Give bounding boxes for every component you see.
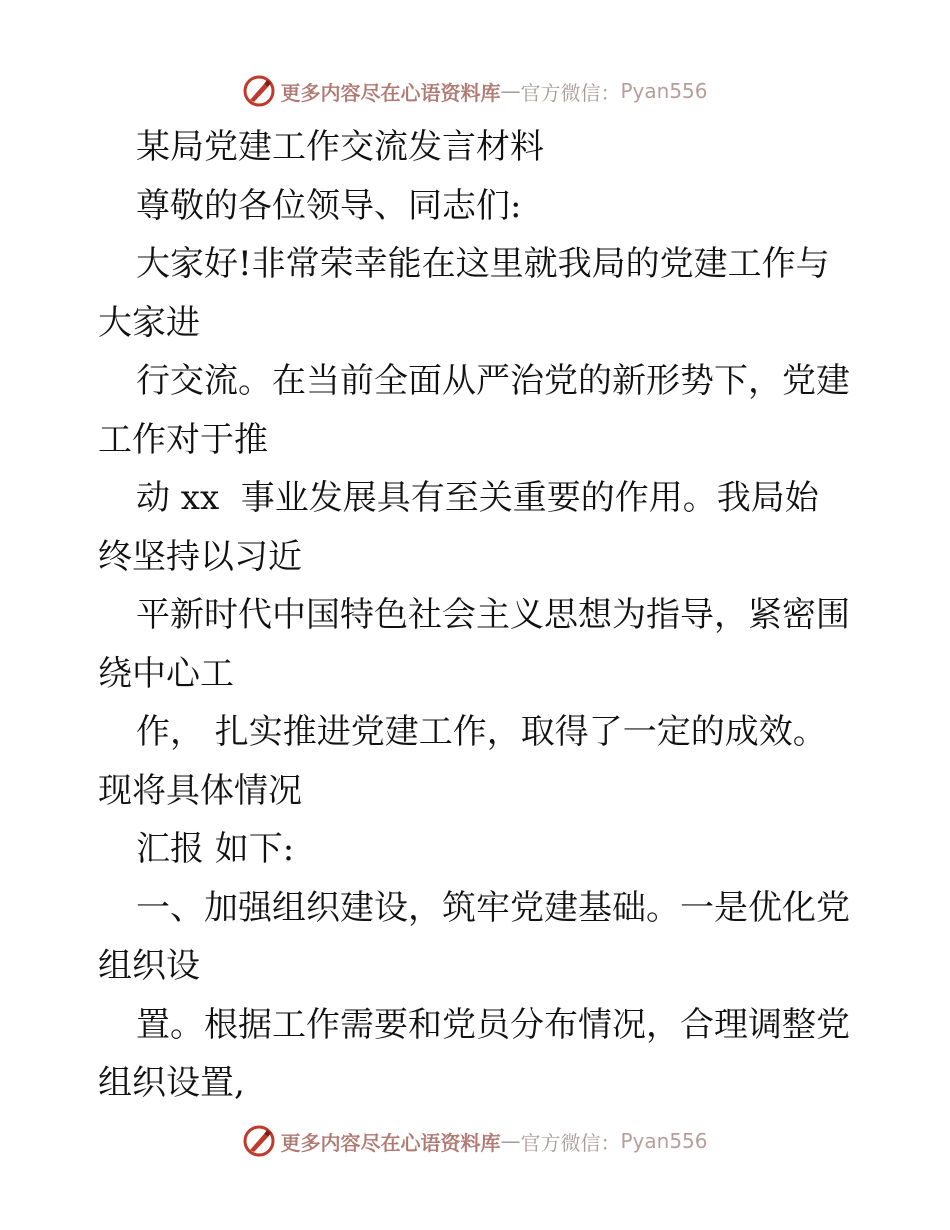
watermark-wechat-id: Pyan556: [620, 1129, 708, 1153]
section-heading-line: 一、加强组织建设，筑牢党建基础。一是优化党: [136, 887, 850, 928]
pen-logo-icon: [242, 1124, 276, 1158]
paragraph-line: 工作对于推: [98, 419, 268, 460]
paragraph-line: 终坚持以习近: [98, 536, 302, 577]
watermark-dash: —: [500, 79, 521, 103]
paragraph-line: 大家好!非常荣幸能在这里就我局的党建工作与: [136, 244, 830, 284]
paragraph-line: 绕中心工: [98, 653, 234, 694]
paragraph-line: 动 xx 事业发展具有至关重要的作用。我局始: [136, 478, 819, 518]
salutation: 尊敬的各位领导、同志们:: [136, 185, 522, 226]
paragraph-line: 组织设置,: [98, 1063, 245, 1103]
watermark-brand: 更多内容尽在心语资料库: [280, 1130, 501, 1155]
paragraph-line: 作， 扎实推进党建工作，取得了一定的成效。: [136, 712, 827, 752]
paragraph-line: 大家进: [98, 302, 200, 343]
watermark-wechat-id: Pyan556: [620, 79, 708, 103]
paragraph-line: 组织设: [98, 946, 200, 986]
paragraph-line: 行交流。在当前全面从严治党的新形势下，党建: [136, 361, 850, 401]
document-body: [98, 118, 858, 1113]
document-title: 某局党建工作交流发言材料: [136, 127, 544, 167]
header-watermark: [0, 71, 950, 111]
paragraph-line: 平新时代中国特色社会主义思想为指导，紧密围: [136, 595, 850, 635]
paragraph-line: 汇报 如下:: [136, 829, 295, 869]
watermark-brand: 更多内容尽在心语资料库: [280, 80, 501, 105]
pen-logo-icon: [242, 74, 276, 108]
paragraph-line: 现将具体情况: [98, 770, 302, 811]
watermark-official-label: 官方微信：: [520, 1130, 621, 1155]
watermark-dash: —: [500, 1129, 521, 1153]
watermark-official-label: 官方微信：: [520, 80, 621, 105]
footer-watermark: [0, 1121, 950, 1161]
paragraph-line: 置。根据工作需要和党员分布情况，合理调整党: [136, 1004, 850, 1045]
